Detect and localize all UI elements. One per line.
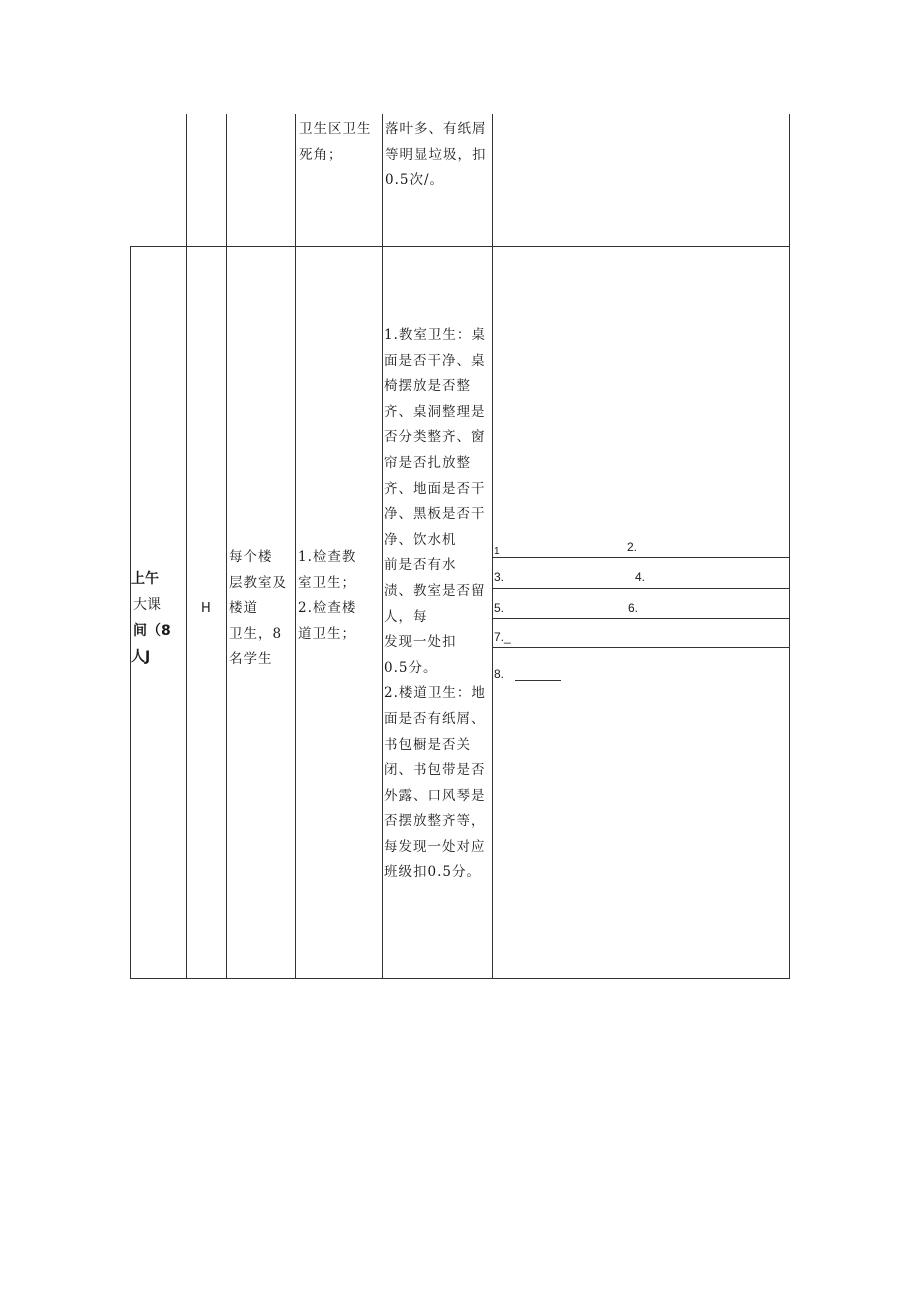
time-label-line-3: 间（8	[133, 623, 171, 639]
top-rule-text: 落叶多、有纸屑 等明显垃圾，扣 0.5次/。	[385, 121, 487, 188]
table-row-divider	[130, 246, 790, 247]
table-border-right	[789, 114, 790, 979]
rule-text: 1.教室卫生：桌 面是否干净、桌 椅摆放是否整 齐、桌洞整理是 否分类整齐、窗 帘是否扎放整 齐、地面是否干 净、黑板是否干 净、饮水机 前是否有水 渍、教室是否留 人，每 发现一处扣 0.5分。 2.楼道卫生：地 面是否有纸屑、 书包橱是否关 闭、书包带是否 外露、口风琴是 否摆放整齐等， 每发现一处对应 班级扣0.5分。	[384, 327, 486, 881]
table-col-line-5	[492, 114, 493, 979]
table-col-line-4	[382, 114, 383, 979]
slot-1: 1	[494, 546, 500, 557]
time-label-line-2: 大课	[133, 597, 161, 613]
table-border-bottom	[130, 978, 790, 979]
slot-5: 5.	[494, 601, 505, 615]
table-border-left	[130, 246, 131, 979]
slot-8-blank-line	[515, 680, 561, 681]
table-col-line-2	[226, 114, 227, 979]
table-col-line-3	[295, 114, 296, 979]
slot-7: 7._	[494, 630, 511, 644]
top-area-text: 卫生区卫生 死角；	[299, 121, 372, 163]
slot-line-1	[492, 557, 790, 558]
count-cell: H	[201, 601, 212, 616]
slot-line-4	[492, 647, 790, 648]
time-label-line-1: 上午	[131, 571, 159, 587]
staff-text: 每个楼 层教室及 楼道 卫生，8 名学生	[229, 549, 287, 667]
table-col-line-1	[186, 114, 187, 979]
slot-6: 6.	[628, 601, 639, 615]
slot-8: 8.	[494, 667, 505, 681]
time-label-line-4: 人J	[131, 649, 151, 665]
slot-2: 2.	[627, 540, 638, 554]
slot-line-2	[492, 588, 790, 589]
slot-3: 3.	[494, 570, 505, 584]
slot-line-3	[492, 618, 790, 619]
slot-4: 4.	[635, 570, 646, 584]
content-text: 1.检查教 室卫生； 2.检查楼 道卫生；	[298, 549, 357, 642]
